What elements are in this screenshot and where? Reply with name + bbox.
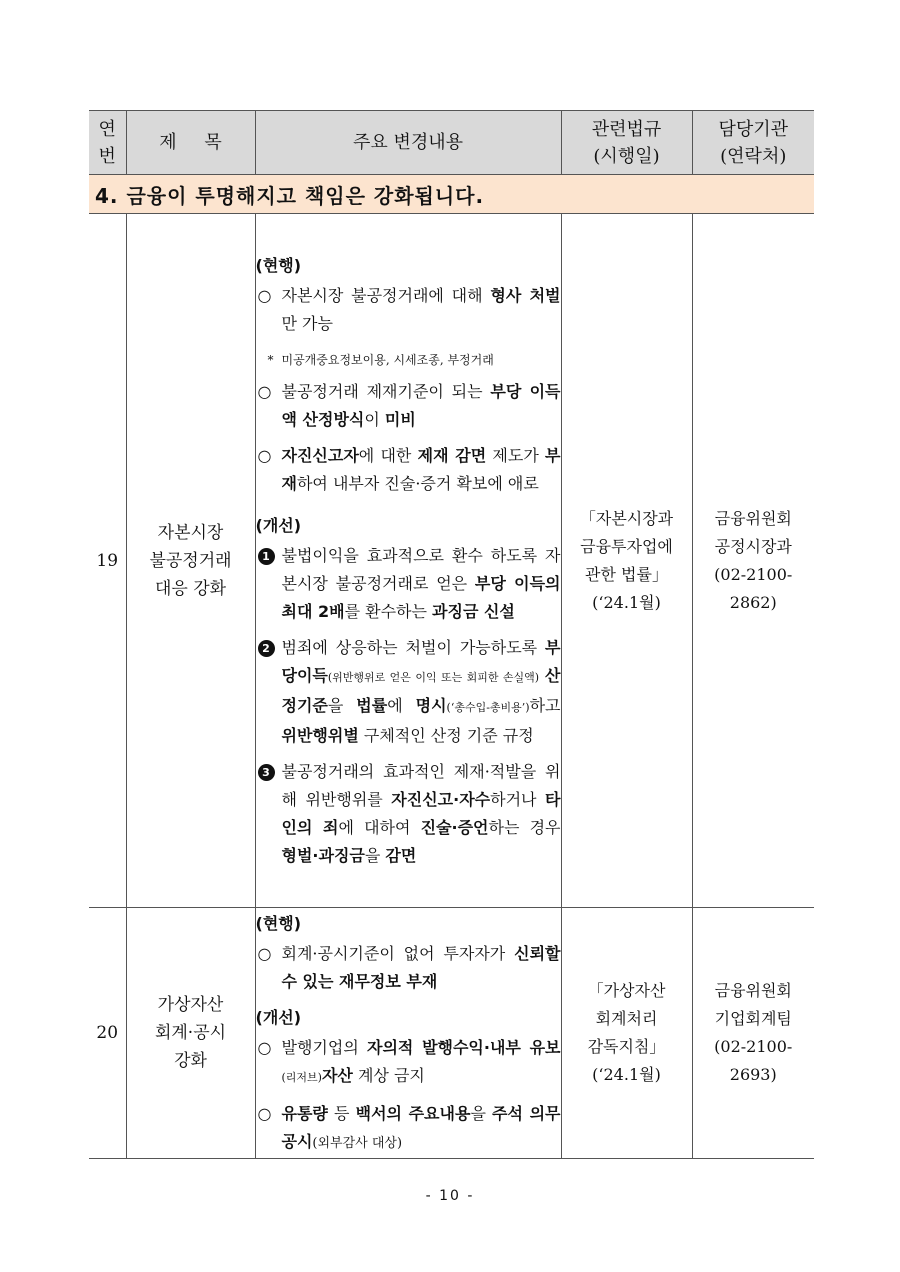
current-item — [256, 940, 561, 996]
current-item — [256, 378, 561, 434]
bold-span: 자진신고·자수 — [391, 789, 491, 809]
header-law — [561, 111, 692, 175]
text-span: 등 — [327, 1104, 356, 1123]
law-line: 감독지침」 — [587, 1037, 666, 1056]
text-span: 구체적인 산정 기준 규정 — [358, 725, 534, 745]
bold-span: 진술·증언 — [420, 817, 489, 837]
row-title-line: 가상자산 — [157, 995, 224, 1015]
changes-table — [89, 110, 814, 1159]
row-title — [126, 214, 255, 908]
org-line: (02-2100- — [714, 564, 793, 584]
text-span: 을 — [327, 695, 357, 715]
number-3-bullet-glyph: 3 — [258, 764, 275, 781]
org-line: 기업회계팀 — [714, 1009, 792, 1028]
law-line: (‘24.1월) — [592, 1065, 661, 1084]
header-content-text: 주요 변경내용 — [352, 132, 464, 153]
bold-span: 부당 이득의 최대 2배 — [281, 573, 561, 621]
header-row — [89, 111, 814, 175]
row-org — [692, 908, 814, 1159]
number-1-bullet-icon — [258, 542, 275, 570]
improved-item — [256, 1100, 561, 1158]
header-org-line2: (연락처) — [720, 145, 787, 167]
bold-span: 자의적 발행수익·내부 유보 — [367, 1038, 561, 1057]
bold-span: 제재 감면 — [417, 445, 487, 465]
header-org — [692, 111, 814, 175]
header-content — [255, 111, 561, 175]
asterisk-icon: * — [267, 352, 274, 367]
row-law — [561, 908, 692, 1159]
bold-span: 자진신고자 — [281, 445, 359, 465]
small-span: (외부감사 대상) — [312, 1136, 403, 1151]
text-span: 회계·공시기준이 없어 투자자가 — [281, 944, 515, 963]
circle-bullet-icon: ○ — [257, 1038, 272, 1057]
law-line: 관한 법률」 — [585, 564, 668, 584]
org-line: (02-2100- — [714, 1037, 793, 1056]
bold-span: 부당 이득액 산정방식 — [281, 381, 561, 429]
table-row — [89, 214, 814, 908]
header-title-text: 제 목 — [159, 132, 222, 153]
number-3-bullet-icon — [258, 758, 275, 786]
small-span: (‘총수입-총비용’) — [446, 700, 530, 714]
bold-span: 형벌·과징금 — [281, 845, 365, 865]
org-line: 공정시장과 — [714, 536, 792, 556]
text-span: 이 — [364, 409, 385, 429]
text-span: 에 대하여 — [338, 817, 421, 837]
text-span: 을 — [470, 1104, 493, 1123]
header-law-line2: (시행일) — [593, 145, 660, 167]
small-span: (리저브) — [281, 1071, 322, 1084]
text-span: 에 — [387, 695, 416, 715]
bold-span: 미비 — [384, 409, 416, 429]
row-number: 19 — [89, 214, 126, 908]
header-no — [89, 111, 126, 175]
row-title-line: 대응 강화 — [154, 578, 227, 599]
row-content — [255, 908, 561, 1159]
footnote — [256, 346, 561, 374]
header-no-line2: 번 — [98, 145, 116, 167]
improved-item — [256, 634, 561, 750]
improved-label: (개선) — [255, 515, 302, 535]
improved-item — [256, 1034, 561, 1092]
number-2-bullet-icon — [258, 634, 275, 662]
text-span: 계상 금지 — [352, 1066, 425, 1085]
row-number: 20 — [89, 908, 126, 1159]
text-span: 하는 경우 — [488, 817, 561, 837]
bold-span: 산정기준 — [281, 665, 561, 715]
row-title-line: 불공정거래 — [149, 550, 232, 571]
header-org-line1: 담당기관 — [718, 118, 789, 140]
row-title-line: 자본시장 — [157, 522, 224, 543]
text-span: 발행기업의 — [281, 1038, 367, 1057]
current-item — [256, 282, 561, 338]
bold-span: 부당이득 — [281, 637, 561, 685]
table-row — [89, 908, 814, 1159]
circle-bullet-icon: ○ — [257, 944, 272, 963]
page-number: - 10 - — [425, 1188, 475, 1204]
header-title — [126, 111, 255, 175]
text-span: 하고 — [529, 695, 561, 715]
law-line: 「가상자산 — [587, 981, 666, 1000]
org-line: 금융위원회 — [714, 508, 792, 528]
org-line: 2862) — [729, 592, 777, 612]
improved-item — [256, 542, 561, 626]
bold-span: 과징금 신설 — [432, 601, 515, 621]
text-span: 에 대한 — [358, 445, 418, 465]
text-span: 제도가 — [486, 445, 546, 465]
current-label: (현행) — [255, 914, 302, 933]
bold-span: 감면 — [385, 845, 417, 865]
row-title-line: 강화 — [174, 1051, 207, 1071]
bold-span: 주석 의무공시 — [281, 1104, 561, 1151]
small-span: (위반행위로 얻은 이익 또는 회피한 손실액) — [327, 670, 540, 684]
text-span: 불공정거래의 효과적인 제재·적발을 위해 위반행위를 — [281, 761, 561, 809]
org-line: 2693) — [729, 1065, 777, 1084]
law-line: 금융투자업에 — [580, 536, 673, 556]
bold-span: 유통량 — [281, 1104, 328, 1123]
row-org — [692, 214, 814, 908]
law-line: 회계처리 — [595, 1009, 658, 1028]
text-span: 하거나 — [490, 789, 546, 809]
header-no-line1: 연 — [98, 118, 116, 140]
circle-bullet-icon: ○ — [257, 445, 272, 465]
row-title — [126, 908, 255, 1159]
bold-span: 부재 — [281, 445, 561, 493]
text-span: 불법이익을 효과적으로 환수 하도록 자본시장 불공정거래로 얻은 — [281, 545, 561, 593]
text-span: 하여 내부자 진술·증거 확보에 애로 — [296, 473, 539, 493]
text-span: 미공개중요정보이용, 시세조종, 부정거래 — [281, 352, 494, 367]
text-span: 자본시장 불공정거래에 대해 — [281, 285, 491, 305]
bold-span: 신뢰할 수 있는 재무정보 부재 — [281, 944, 561, 991]
bold-span: 법률 — [356, 695, 388, 715]
bold-span: 위반행위별 — [281, 725, 359, 745]
org-line: 금융위원회 — [714, 981, 792, 1000]
header-law-line1: 관련법규 — [591, 118, 662, 140]
law-line: (‘24.1월) — [592, 592, 661, 612]
circle-bullet-icon: ○ — [257, 1104, 272, 1123]
row-title-line: 회계·공시 — [154, 1023, 227, 1043]
text-span: 범죄에 상응하는 처벌이 가능하도록 — [281, 637, 546, 657]
row-content — [255, 214, 561, 908]
row-law — [561, 214, 692, 908]
circle-bullet-icon: ○ — [257, 381, 272, 401]
section-row — [89, 175, 814, 214]
circle-bullet-icon: ○ — [257, 285, 272, 305]
current-item — [256, 442, 561, 498]
section-title: 4. 금융이 투명해지고 책임은 강화됩니다. — [89, 175, 814, 214]
improved-label: (개선) — [255, 1008, 302, 1027]
law-line: 「자본시장과 — [579, 508, 674, 528]
text-span: 만 가능 — [281, 313, 333, 333]
bold-span: 형사 처벌 — [490, 285, 561, 305]
text-span: 를 환수하는 — [344, 601, 433, 621]
bold-span: 백서의 주요내용 — [355, 1104, 471, 1123]
current-label: (현행) — [255, 255, 302, 275]
number-1-bullet-glyph: 1 — [258, 548, 275, 565]
text-span: 을 — [364, 845, 386, 865]
text-span: 불공정거래 제재기준이 되는 — [281, 381, 491, 401]
improved-item — [256, 758, 561, 870]
bold-span: 자산 — [321, 1066, 353, 1085]
bold-span: 명시 — [415, 695, 447, 715]
bold-span: 타인의 죄 — [281, 789, 561, 837]
number-2-bullet-glyph: 2 — [258, 640, 275, 657]
